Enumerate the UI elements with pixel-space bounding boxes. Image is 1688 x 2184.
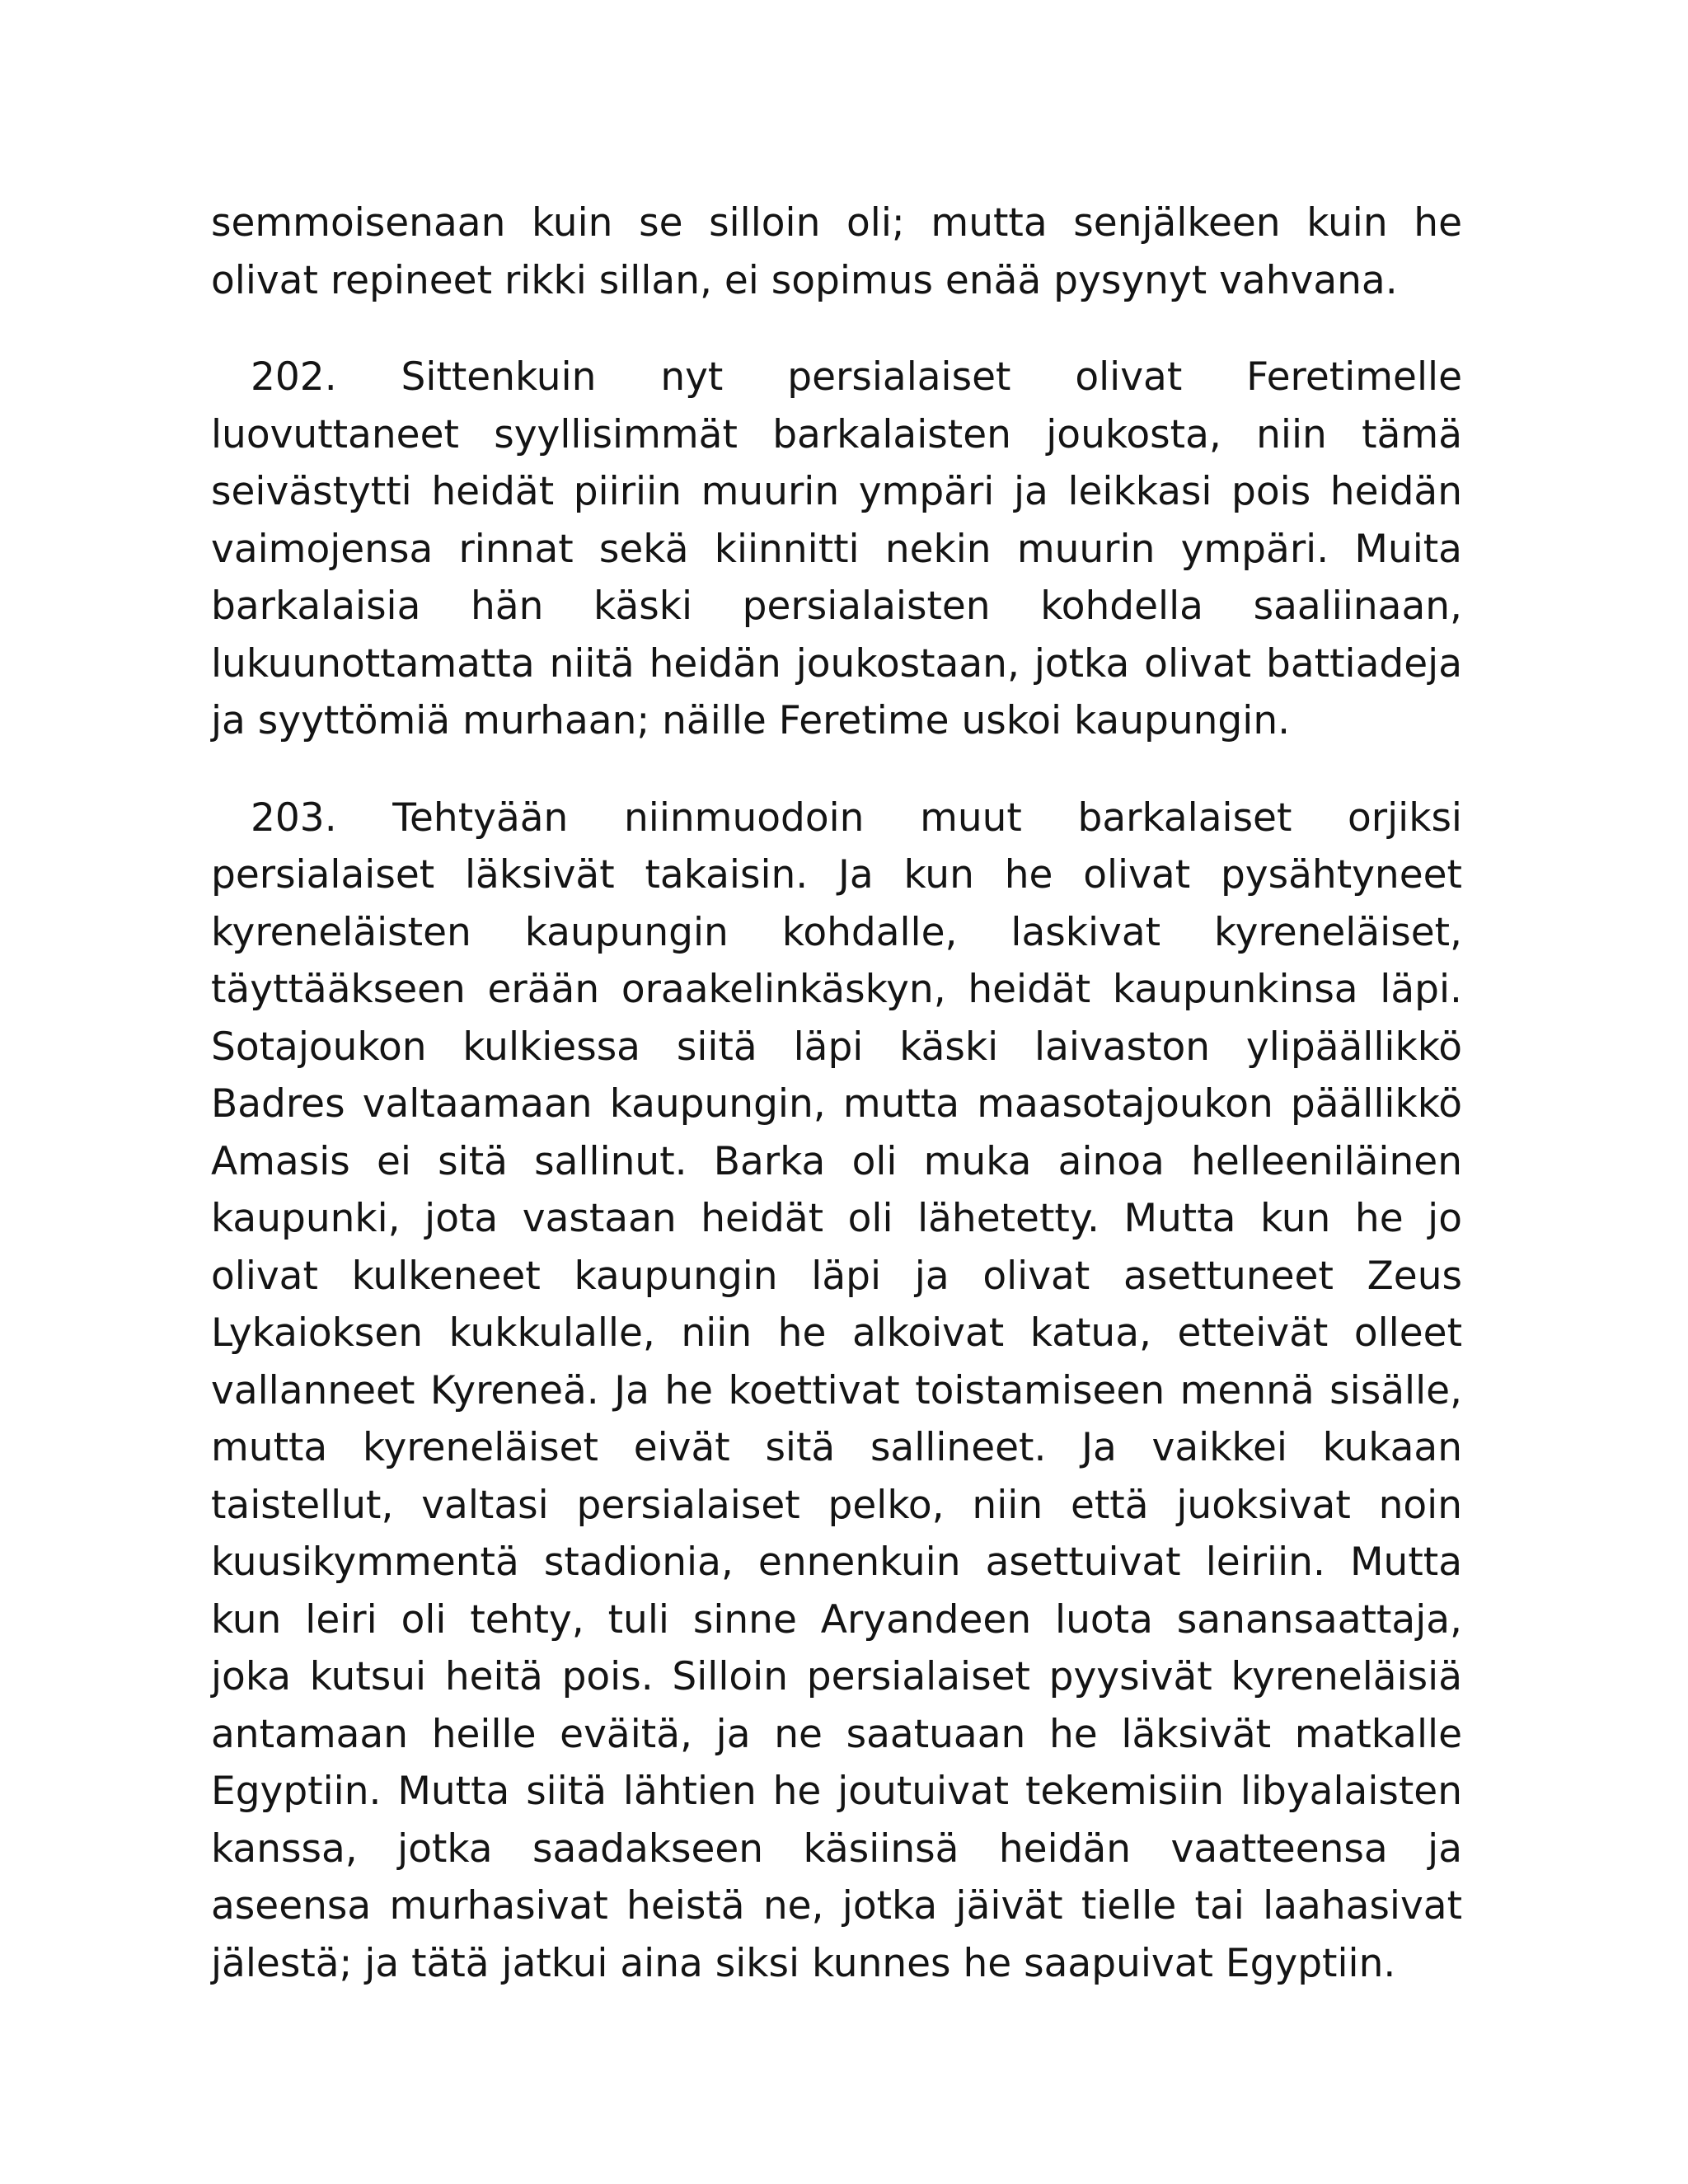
paragraph-203: 203. Tehtyään niinmuodoin muut barkalaiset orjiksi persialaiset läksivät takaisin. Ja kun he olivat pysähtyneet kyreneläisten kaupungin kohdalle, laskivat kyreneläiset, täyttääkseen erään oraakelinkäskyn, heidät kaupunkinsa läpi. Sotajoukon kulkiessa siitä läpi käski laivaston ylipäällikkö Badres valtaamaan kaupungin, mutta maasotajoukon päällikkö Amasis ei sitä sallinut. Barka oli muka ainoa helleeniläinen kaupunki, jota vastaan heidät oli lähetetty. Mutta kun he jo olivat kulkeneet kaupungin läpi ja olivat asettuneet Zeus Lykaioksen kukkulalle, niin he alkoivat katua, etteivät olleet vallanneet Kyreneä. Ja he koettivat toistamiseen mennä sisälle, mutta kyreneläiset eivät sitä sallineet. Ja vaikkei kukaan taistellut, valtasi persialaiset pelko, niin että juoksivat noin kuusikymmentä stadionia, ennenkuin asettuivat leiriin. Mutta kun leiri oli tehty, tuli sinne Aryandeen luota sanansaattaja, joka kutsui heitä pois. Silloin persialaiset pyysivät kyreneläisiä antamaan heille eväitä, ja ne saatuaan he läksivät matkalle Egyptiin. Mutta siitä lähtien he joutuivat tekemisiin libyalaisten kanssa, jotka saadakseen käsiinsä heidän vaatteensa ja aseensa murhasivat heistä ne, jotka jäivät tielle tai laahasivat jälestä; ja tätä jatkui aina siksi kunnes he saapuivat Egyptiin. (211, 794, 1462, 1986)
body-text (211, 194, 1462, 1992)
paragraph-continuation: semmoisenaan kuin se silloin oli; mutta senjälkeen kuin he olivat repineet rikki sillan, ei sopimus enää pysynyt vahvana. (211, 200, 1462, 303)
paragraph-202: 202. Sittenkuin nyt persialaiset olivat Feretimelle luovuttaneet syyllisimmät barkalaisten joukosta, niin tämä seivästytti heidät piiriin muurin ympäri ja leikkasi pois heidän vaimojensa rinnat sekä kiinnitti nekin muurin ympäri. Muita barkalaisia hän käski persialaisten kohdella saaliinaan, lukuunottamatta niitä heidän joukostaan, jotka olivat battiadeja ja syyttömiä murhaan; näille Feretime uskoi kaupungin. (211, 354, 1462, 743)
